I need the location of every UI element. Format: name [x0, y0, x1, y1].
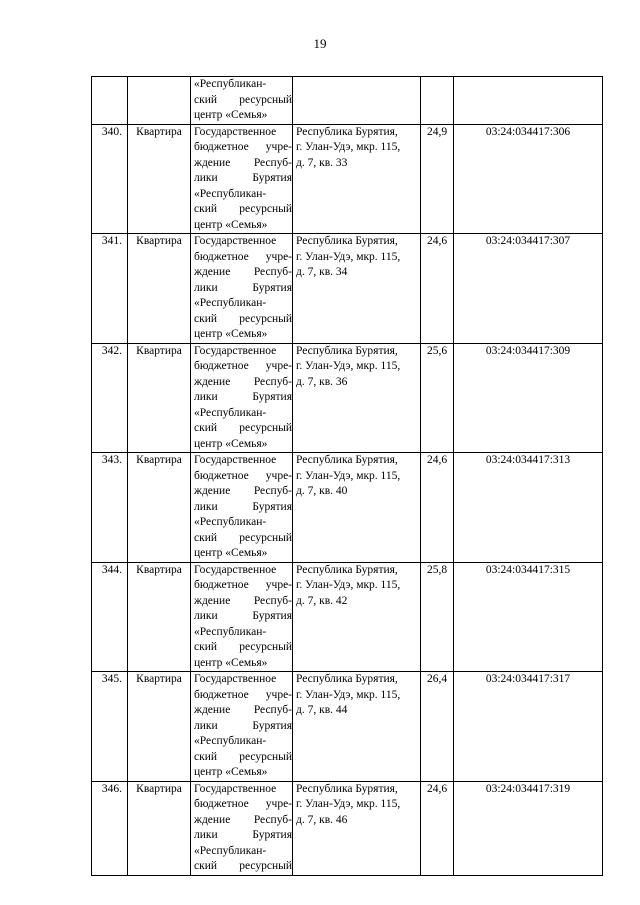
address-line: Республика Бурятия, [296, 563, 398, 576]
owner-line: «Республикан- [194, 735, 267, 747]
owner-line: «Республикан- [194, 516, 267, 528]
cell-cadastral [454, 77, 603, 125]
cell-address [293, 453, 421, 563]
owner-line [194, 828, 292, 844]
owner-line: Государственное [194, 673, 277, 685]
owner-line: центр «Семья» [194, 656, 268, 669]
cell-address [293, 562, 421, 672]
owner-line [194, 813, 292, 829]
owner-word: ждение [194, 156, 231, 169]
owner-line [194, 312, 292, 328]
owner-line [194, 688, 292, 704]
owner-line [194, 202, 292, 218]
owner-word: Бурятия [252, 172, 292, 184]
owner-line [194, 531, 292, 547]
owner-line [194, 500, 292, 516]
owner-word: Бурятия [252, 829, 292, 841]
table-row [92, 453, 603, 563]
owner-line: центр «Семья» [194, 109, 268, 121]
owner-word: ждение [194, 375, 231, 388]
cell-number: 343. [92, 453, 128, 563]
cell-area: 24,9 [421, 124, 454, 234]
cell-address [293, 343, 421, 453]
owner-word: ский [194, 93, 217, 106]
cell-type: Квартира [128, 781, 191, 875]
owner-line [194, 578, 292, 594]
owner-word: Респуб- [253, 156, 292, 169]
table-row [92, 124, 603, 234]
owner-line [194, 640, 292, 656]
owner-word: ский [194, 860, 217, 872]
owner-line: «Республикан- [194, 187, 267, 200]
address-line: г. Улан-Удэ, мкр. 115, [296, 141, 401, 153]
owner-line [194, 797, 292, 813]
owner-word: бюджетное [194, 469, 249, 482]
cell-cadastral: 03:24:034417:317 [454, 672, 603, 782]
cell-area: 25,8 [421, 562, 454, 672]
owner-word: Бурятия [252, 500, 292, 513]
owner-word: ресурсный [239, 641, 292, 653]
address-line: д. 7, кв. 34 [296, 266, 348, 278]
cell-area: 26,4 [421, 672, 454, 782]
owner-line [194, 265, 292, 281]
owner-word: ский [194, 641, 217, 653]
owner-word: ресурсный [239, 422, 292, 434]
cell-type: Квартира [128, 343, 191, 453]
owner-word: ресурсный [239, 531, 292, 544]
cell-cadastral: 03:24:034417:307 [454, 234, 603, 344]
cell-owner [191, 453, 293, 563]
owner-line [194, 250, 292, 266]
owner-line: Государственное [194, 563, 277, 576]
owner-line: Государственное [194, 454, 277, 466]
address-line: д. 7, кв. 40 [296, 485, 348, 497]
table-row [92, 234, 603, 344]
cell-type: Квартира [128, 453, 191, 563]
owner-word: учре- [265, 141, 292, 153]
property-register-table [91, 76, 603, 876]
page-number: 19 [313, 36, 327, 51]
address-line: г. Улан-Удэ, мкр. 115, [296, 798, 401, 810]
owner-word: ский [194, 531, 217, 544]
owner-word: ский [194, 422, 217, 434]
cell-address [293, 781, 421, 875]
owner-word: ский [194, 750, 217, 763]
owner-line [194, 469, 292, 485]
table-row [92, 781, 603, 875]
owner-word: учре- [265, 579, 292, 591]
owner-line [194, 359, 292, 375]
table-row [92, 562, 603, 672]
address-line: Республика Бурятия, [296, 235, 398, 247]
owner-word: ждение [194, 594, 231, 607]
address-line: Республика Бурятия, [296, 454, 398, 466]
cell-cadastral: 03:24:034417:306 [454, 124, 603, 234]
cell-owner [191, 343, 293, 453]
cell-cadastral: 03:24:034417:315 [454, 562, 603, 672]
cell-type [128, 77, 191, 125]
owner-word: бюджетное [194, 688, 249, 701]
cell-cadastral: 03:24:034417:309 [454, 343, 603, 453]
owner-line [194, 140, 292, 156]
owner-word: Бурятия [252, 281, 292, 294]
address-line: г. Улан-Удэ, мкр. 115, [296, 469, 401, 482]
cell-area: 24,6 [421, 234, 454, 344]
owner-line: «Республикан- [194, 406, 267, 419]
owner-word: лики [194, 500, 218, 513]
table-row [92, 343, 603, 453]
cell-area: 25,6 [421, 343, 454, 453]
owner-line [194, 750, 292, 766]
cell-owner [191, 562, 293, 672]
owner-line [194, 375, 292, 391]
owner-word: ждение [194, 704, 231, 716]
owner-word: лики [194, 281, 218, 294]
owner-line: центр «Семья» [194, 328, 268, 340]
cell-number: 344. [92, 562, 128, 672]
address-line: д. 7, кв. 44 [296, 704, 348, 716]
address-line: д. 7, кв. 36 [296, 375, 348, 388]
owner-line: центр «Семья» [194, 437, 268, 450]
cell-address [293, 672, 421, 782]
cell-cadastral: 03:24:034417:319 [454, 781, 603, 875]
cell-area: 24,6 [421, 453, 454, 563]
owner-line [194, 421, 292, 437]
cell-cadastral: 03:24:034417:313 [454, 453, 603, 563]
owner-line [194, 390, 292, 406]
cell-number: 342. [92, 343, 128, 453]
cell-address [293, 124, 421, 234]
owner-word: Бурятия [252, 391, 292, 403]
owner-line: «Республикан- [194, 844, 267, 857]
cell-area: 24,6 [421, 781, 454, 875]
owner-word: ресурсный [239, 203, 292, 215]
owner-line: Государственное [194, 125, 277, 138]
owner-word: бюджетное [194, 250, 249, 263]
owner-word: ресурсный [239, 750, 292, 763]
owner-word: лики [194, 172, 218, 184]
owner-word: лики [194, 719, 218, 732]
address-line: д. 7, кв. 46 [296, 813, 348, 826]
owner-word: бюджетное [194, 798, 249, 810]
cell-owner [191, 672, 293, 782]
cell-number: 341. [92, 234, 128, 344]
owner-line [194, 93, 292, 109]
cell-number: 345. [92, 672, 128, 782]
owner-word: Респуб- [253, 594, 292, 607]
owner-line [194, 609, 292, 625]
owner-word: ждение [194, 485, 231, 497]
cell-number: 340. [92, 124, 128, 234]
owner-line: «Республикан- [194, 625, 267, 638]
table-row [92, 672, 603, 782]
cell-owner [191, 234, 293, 344]
address-line: д. 7, кв. 33 [296, 156, 348, 169]
owner-word: Бурятия [252, 719, 292, 732]
owner-line: центр «Семья» [194, 547, 268, 559]
owner-line [194, 171, 292, 187]
cell-type: Квартира [128, 672, 191, 782]
owner-word: Респуб- [253, 266, 292, 278]
address-line: Республика Бурятия, [296, 344, 398, 357]
cell-owner [191, 781, 293, 875]
address-line: г. Улан-Удэ, мкр. 115, [296, 250, 401, 263]
owner-word: Респуб- [253, 375, 292, 388]
owner-word: бюджетное [194, 360, 249, 372]
owner-word: лики [194, 610, 218, 622]
cell-type: Квартира [128, 234, 191, 344]
owner-word: учре- [265, 688, 292, 701]
owner-word: ресурсный [239, 860, 292, 872]
owner-line: «Республикан- [194, 297, 267, 309]
cell-address [293, 234, 421, 344]
owner-line [194, 703, 292, 719]
address-line: г. Улан-Удэ, мкр. 115, [296, 360, 401, 372]
owner-word: учре- [265, 250, 292, 263]
owner-word: ждение [194, 813, 231, 826]
owner-line [194, 156, 292, 172]
owner-word: ский [194, 312, 217, 325]
address-line: г. Улан-Удэ, мкр. 115, [296, 688, 401, 701]
owner-word: учре- [265, 469, 292, 482]
cell-owner [191, 77, 293, 125]
cell-type: Квартира [128, 124, 191, 234]
address-line: Республика Бурятия, [296, 673, 398, 685]
owner-word: Респуб- [253, 813, 292, 826]
address-line: Республика Бурятия, [296, 125, 398, 138]
owner-word: лики [194, 829, 218, 841]
owner-line: «Республикан- [194, 78, 267, 90]
owner-line: Государственное [194, 344, 277, 357]
owner-word: Респуб- [253, 485, 292, 497]
cell-area [421, 77, 454, 125]
owner-line [194, 281, 292, 297]
owner-word: ресурсный [239, 93, 292, 106]
owner-word: ждение [194, 266, 231, 278]
address-line: г. Улан-Удэ, мкр. 115, [296, 579, 401, 591]
owner-line: центр «Семья» [194, 766, 268, 778]
cell-address [293, 77, 421, 125]
owner-line [194, 859, 292, 875]
owner-line [194, 594, 292, 610]
owner-word: ский [194, 203, 217, 215]
cell-number: 346. [92, 781, 128, 875]
owner-line: Государственное [194, 235, 277, 247]
cell-type: Квартира [128, 562, 191, 672]
address-line: Республика Бурятия, [296, 782, 398, 795]
cell-number [92, 77, 128, 125]
owner-line: Государственное [194, 782, 277, 795]
owner-line: центр «Семья» [194, 218, 268, 231]
owner-word: Бурятия [252, 610, 292, 622]
owner-line [194, 484, 292, 500]
table-row-continuation [92, 77, 603, 125]
address-line: д. 7, кв. 42 [296, 594, 348, 607]
owner-word: учре- [265, 360, 292, 372]
owner-word: ресурсный [239, 312, 292, 325]
owner-word: лики [194, 391, 218, 403]
owner-word: Респуб- [253, 704, 292, 716]
owner-word: учре- [265, 798, 292, 810]
owner-word: бюджетное [194, 141, 249, 153]
cell-owner [191, 124, 293, 234]
owner-word: бюджетное [194, 579, 249, 591]
owner-line [194, 719, 292, 735]
